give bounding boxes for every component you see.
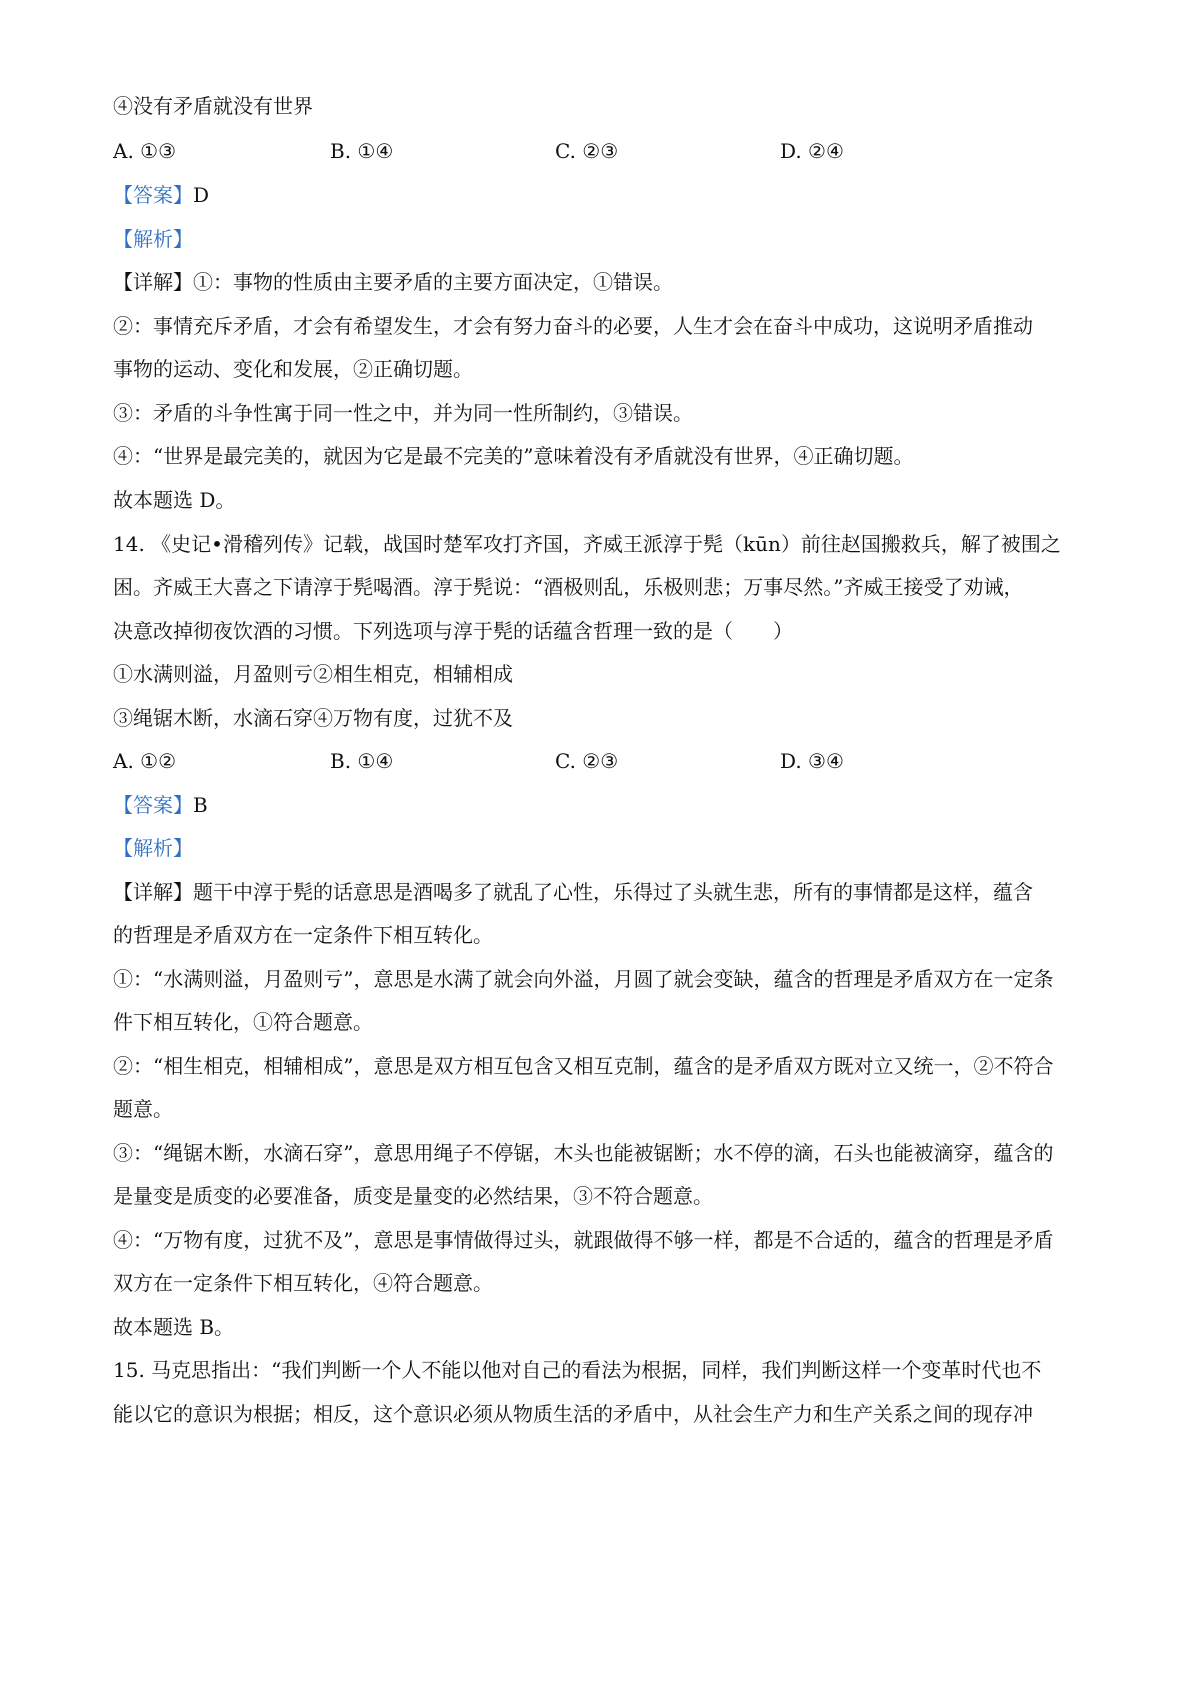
answer-tag: 【答案】: [113, 183, 193, 207]
q14-option-a: A. ①②: [113, 749, 177, 773]
q14-option-d: D. ③④: [780, 749, 844, 773]
q14-detail-line: 双方在一定条件下相互转化，④符合题意。: [113, 1271, 493, 1295]
q13-option-c: C. ②③: [555, 139, 619, 163]
q13-detail-line: ④：“世界是最完美的，就因为它是最不完美的”意味着没有矛盾就没有世界，④正确切题。: [113, 444, 914, 468]
q13-option-a: A. ①③: [113, 139, 177, 163]
q14-detail-line: 的哲理是矛盾双方在一定条件下相互转化。: [113, 923, 493, 947]
q13-detail-line: ②：事情充斥矛盾，才会有希望发生，才会有努力奋斗的必要，人生才会在奋斗中成功，这说明矛盾推动: [113, 314, 1033, 338]
q14-detail-line: 是量变是质变的必要准备，质变是量变的必然结果，③不符合题意。: [113, 1184, 713, 1208]
q13-option-b: B. ①④: [330, 139, 394, 163]
answer-value: D: [193, 183, 210, 207]
q13-option-d: D. ②④: [780, 139, 844, 163]
q14-option-b: B. ①④: [330, 749, 394, 773]
q14-detail-line: 件下相互转化，①符合题意。: [113, 1010, 373, 1034]
q13-conclusion: 故本题选 D。: [113, 488, 236, 512]
q14-detail-line: ②：“相生相克，相辅相成”，意思是双方相互包含又相互克制，蕴含的是矛盾双方既对立又统一，②不符合: [113, 1054, 1054, 1078]
q13-detail-line: 事物的运动、变化和发展，②正确切题。: [113, 357, 473, 381]
q14-items-line: ③绳锯木断，水滴石穿④万物有度，过犹不及: [113, 706, 513, 730]
q14-stem-line: 14. 《史记•滑稽列传》记载，战国时楚军攻打齐国，齐威王派淳于髡（kūn）前往赵国搬救兵，解了被围之: [113, 532, 1061, 556]
q13-detail-line: ③：矛盾的斗争性寓于同一性之中，并为同一性所制约，③错误。: [113, 401, 693, 425]
q14-items-line: ①水满则溢，月盈则亏②相生相克，相辅相成: [113, 662, 513, 686]
q14-stem-line: 决意改掉彻夜饮酒的习惯。下列选项与淳于髡的话蕴含哲理一致的是（ ）: [113, 619, 793, 643]
q13-analysis-tag: 【解析】: [113, 227, 193, 251]
q14-option-c: C. ②③: [555, 749, 619, 773]
answer-tag: 【答案】: [113, 793, 193, 817]
q13-answer: [113, 181, 1103, 209]
q14-detail-line: 【详解】题干中淳于髡的话意思是酒喝多了就乱了心性，乐得过了头就生悲，所有的事情都是这样，蕴含: [113, 880, 1033, 904]
q13-detail-line: 【详解】①：事物的性质由主要矛盾的主要方面决定，①错误。: [113, 270, 673, 294]
q14-detail-line: 题意。: [113, 1097, 173, 1121]
q14-detail-line: ③：“绳锯木断，水滴石穿”，意思用绳子不停锯，木头也能被锯断；水不停的滴，石头也能被滴穿，蕴含的: [113, 1141, 1054, 1165]
q14-conclusion: 故本题选 B。: [113, 1315, 235, 1339]
q13-item-4: ④没有矛盾就没有世界: [113, 94, 313, 118]
q14-detail-line: ④：“万物有度，过犹不及”，意思是事情做得过头，就跟做得不够一样，都是不合适的，蕴含的哲理是矛盾: [113, 1228, 1054, 1252]
q15-stem-line: 能以它的意识为根据；相反，这个意识必须从物质生活的矛盾中，从社会生产力和生产关系之间的现存冲: [113, 1402, 1033, 1426]
q14-answer: [113, 791, 1103, 819]
q15-stem-line: 15. 马克思指出：“我们判断一个人不能以他对自己的看法为根据，同样，我们判断这样一个变革时代也不: [113, 1358, 1042, 1382]
answer-value: B: [193, 793, 208, 817]
q14-detail-line: ①：“水满则溢，月盈则亏”，意思是水满了就会向外溢，月圆了就会变缺，蕴含的哲理是矛盾双方在一定条: [113, 967, 1054, 991]
q14-analysis-tag: 【解析】: [113, 836, 193, 860]
q14-stem-line: 困。齐威王大喜之下请淳于髡喝酒。淳于髡说：“酒极则乱，乐极则悲；万事尽然。”齐威王接受了劝诫，: [113, 575, 1024, 599]
